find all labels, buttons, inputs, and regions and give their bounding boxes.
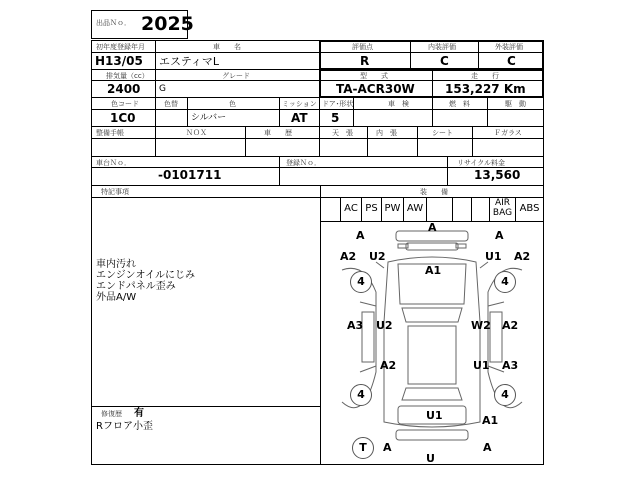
- tire-mark: 4: [494, 384, 516, 406]
- model-value: TA-ACR30W: [336, 82, 415, 96]
- damage-mark: A3: [502, 359, 519, 372]
- equipment-cell: [453, 198, 472, 221]
- door-label: ドア･形状: [322, 100, 354, 108]
- repair-label: 修復歴: [101, 410, 122, 418]
- damage-mark: A: [356, 229, 365, 242]
- model-label: 型 式: [360, 72, 388, 80]
- mission-value: AT: [291, 111, 308, 125]
- displacement-label: 排気量（cc）: [106, 72, 149, 80]
- repair-value: 有: [134, 408, 144, 419]
- damage-mark: A2: [502, 319, 519, 332]
- damage-mark: U2: [376, 319, 393, 332]
- damage-mark: U1: [426, 409, 443, 422]
- equipment-cell: AIR BAG: [490, 198, 516, 221]
- tire-mark: 4: [350, 271, 372, 293]
- remarks-line: 車内汚れ: [96, 259, 136, 270]
- manual-label: 整備手帳: [96, 129, 124, 137]
- exterior-value: C: [507, 54, 516, 68]
- year-value: H13/05: [95, 54, 143, 68]
- chassis-label: 車台Ｎｏ．: [96, 159, 131, 167]
- exterior-label: 外装評価: [495, 43, 523, 51]
- equipment-cell: AW: [404, 198, 427, 221]
- equipment-cell: AC: [340, 198, 362, 221]
- remarks-line: 外品A/W: [96, 292, 137, 303]
- inner-label: 内 張: [376, 129, 397, 137]
- damage-mark: A2: [340, 250, 357, 263]
- history-label: 車 歴: [264, 129, 292, 137]
- equipment-label: 装 備: [420, 188, 448, 196]
- damage-mark: A: [495, 229, 504, 242]
- damage-mark: A2: [514, 250, 531, 263]
- reg-label: 登録Ｎｏ．: [286, 159, 321, 167]
- damage-mark: U2: [369, 250, 386, 263]
- lot-number: 2025: [141, 13, 194, 35]
- nox-label: ＮＯＸ: [186, 129, 207, 137]
- remarks-label: 特記事項: [101, 188, 129, 196]
- color-code-value: 1C0: [110, 111, 136, 125]
- equipment-cell: [427, 198, 453, 221]
- color-label: 色: [229, 100, 236, 108]
- damage-mark: U1: [473, 359, 490, 372]
- color-tone-label: 色替: [164, 100, 178, 108]
- grade-value: G: [159, 84, 166, 94]
- tire-mark: 4: [494, 271, 516, 293]
- tire-mark: T: [352, 437, 374, 459]
- tire-mark: 4: [350, 384, 372, 406]
- damage-mark: A1: [425, 264, 442, 277]
- mission-label: ミッション: [282, 100, 317, 108]
- damage-mark: A: [383, 441, 392, 454]
- interior-label: 内装評価: [428, 43, 456, 51]
- damage-mark: U: [426, 452, 435, 465]
- damage-mark: W2: [471, 319, 491, 332]
- name-label: 車 名: [213, 43, 241, 51]
- damage-mark: U1: [485, 250, 502, 263]
- glass-label: Ｆガラス: [494, 129, 522, 137]
- sunroof-label: 天 張: [332, 129, 353, 137]
- damage-mark: A: [483, 441, 492, 454]
- drive-label: 駆 動: [505, 100, 526, 108]
- mileage-value: 153,227 Km: [445, 82, 526, 96]
- score-value: R: [360, 54, 370, 68]
- year-label: 初年度登録年月: [96, 43, 145, 51]
- lot-label: 出品Ｎｏ．: [96, 19, 131, 27]
- damage-mark: A2: [380, 359, 397, 372]
- grade-label: グレード: [222, 72, 250, 80]
- repair-note: Rフロア小歪: [96, 421, 153, 432]
- chassis-value: -0101711: [158, 168, 222, 182]
- equipment-cell: [472, 198, 490, 221]
- damage-mark: A1: [482, 414, 499, 427]
- seat-label: シート: [432, 129, 453, 137]
- displacement-value: 2400: [107, 82, 141, 96]
- equipment-cell: PW: [382, 198, 404, 221]
- recycle-label: リサイクル料金: [457, 159, 506, 167]
- doors-value: 5: [331, 111, 340, 125]
- damage-mark: A: [428, 221, 437, 234]
- fuel-label: 燃 料: [449, 100, 470, 108]
- name-value: エスティマL: [159, 55, 220, 68]
- score-label: 評価点: [352, 43, 373, 51]
- color-code-label: 色コード: [111, 100, 139, 108]
- inspection-label: 車 検: [388, 100, 409, 108]
- equipment-cell: PS: [362, 198, 382, 221]
- remarks-line: エンジンオイルにじみ: [96, 270, 195, 281]
- remarks-line: エンドパネル歪み: [96, 281, 176, 292]
- interior-value: C: [440, 54, 449, 68]
- equipment-cell: ABS: [516, 198, 544, 221]
- recycle-value: 13,560: [474, 168, 521, 182]
- color-value: シルバー: [191, 113, 227, 123]
- mileage-label: 走 行: [471, 72, 499, 80]
- damage-mark: A3: [347, 319, 364, 332]
